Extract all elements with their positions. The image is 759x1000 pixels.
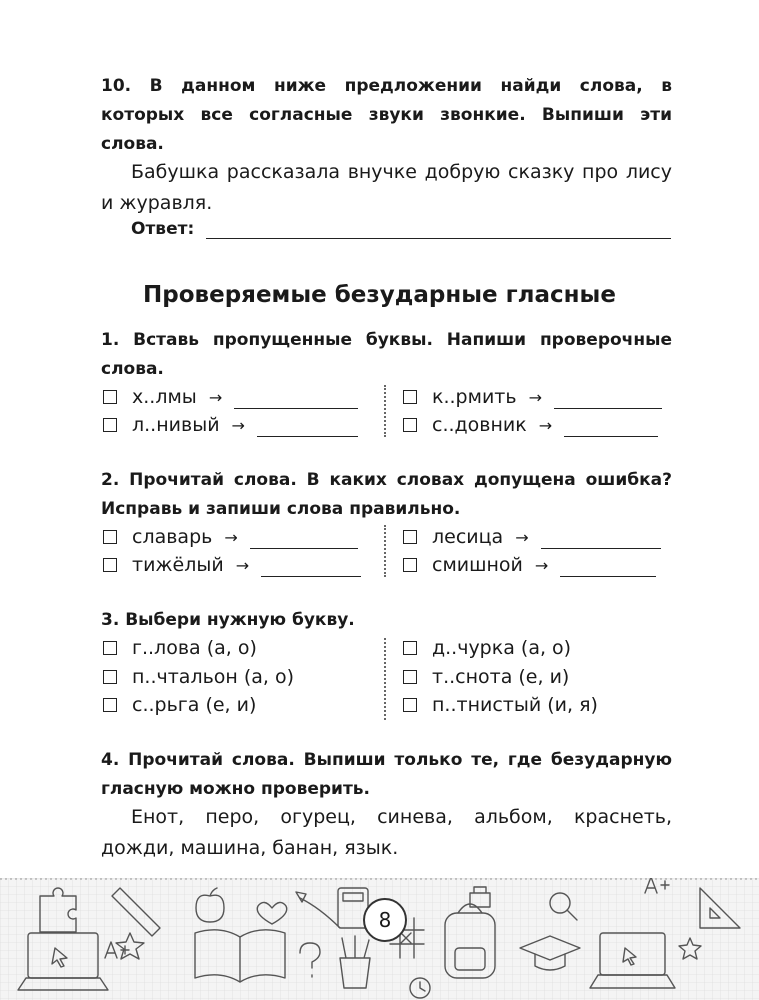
- ex4-words: Енот, перо, огурец, синева, альбом, краснеть, дожди, машина, банан, язык.: [101, 806, 672, 859]
- answer-line[interactable]: [206, 218, 671, 239]
- checkbox[interactable]: [103, 418, 117, 432]
- ex2-word: лесица: [432, 526, 504, 548]
- answer-row: [131, 218, 671, 239]
- ex1-word: х..лмы: [132, 386, 197, 408]
- checkbox[interactable]: [403, 670, 417, 684]
- arrow-icon: →: [528, 387, 542, 407]
- arrow-icon: →: [231, 415, 245, 435]
- ex3-right-item-2[interactable]: [403, 663, 569, 691]
- ex2-left-item-2[interactable]: [103, 551, 361, 579]
- checkbox[interactable]: [103, 390, 117, 404]
- checkbox[interactable]: [103, 558, 117, 572]
- answer-blank[interactable]: [250, 526, 358, 549]
- task-10-sentence: Бабушка рассказала внучке добрую сказку про лису и журавля.: [101, 161, 672, 214]
- ex4-prompt: 4. Прочитай слова. Выпиши только те, где безударную гласную можно проверить.: [101, 750, 672, 799]
- answer-blank[interactable]: [257, 414, 358, 437]
- ex3-word: п..тнистый (и, я): [432, 694, 598, 716]
- ex3-word: с..рьга (е, и): [132, 694, 257, 716]
- ex2-word: тижёлый: [132, 554, 224, 576]
- ex2-prompt: 2. Прочитай слова. В каких словах допущена ошибка? Исправь и запиши слова правильно.: [101, 470, 672, 519]
- ex2-right-item-2[interactable]: [403, 551, 656, 579]
- column-divider: [384, 385, 386, 437]
- answer-blank[interactable]: [541, 526, 661, 549]
- ex3-left-item-2[interactable]: [103, 663, 294, 691]
- ex2-right-item-1[interactable]: [403, 523, 661, 551]
- ex3-word: д..чурка (а, о): [432, 637, 572, 659]
- ex3-left-item-3[interactable]: [103, 691, 256, 719]
- ex3-right-item-3[interactable]: [403, 691, 598, 719]
- answer-label: Ответ:: [131, 219, 195, 239]
- answer-blank[interactable]: [564, 414, 658, 437]
- ex3-right-item-1[interactable]: [403, 634, 571, 662]
- column-divider: [384, 638, 386, 720]
- ex1-left-item-2[interactable]: [103, 411, 358, 439]
- ex3-word: п..чтальон (а, о): [132, 666, 295, 688]
- ex1-prompt: 1. Вставь пропущенные буквы. Напиши проверочные слова.: [101, 330, 672, 379]
- section-title: Проверяемые безударные гласные: [143, 282, 616, 308]
- answer-blank[interactable]: [261, 554, 361, 577]
- arrow-icon: →: [224, 527, 238, 547]
- ex3-left-item-1[interactable]: [103, 634, 257, 662]
- answer-blank[interactable]: [560, 554, 656, 577]
- ex3-word: т..снота (е, и): [432, 666, 570, 688]
- checkbox[interactable]: [103, 641, 117, 655]
- ex2-word: смишной: [432, 554, 523, 576]
- arrow-icon: →: [534, 555, 549, 575]
- checkbox[interactable]: [403, 418, 417, 432]
- ex2-left-item-1[interactable]: [103, 523, 358, 551]
- arrow-icon: →: [208, 387, 223, 407]
- ex1-word: л..нивый: [132, 414, 220, 436]
- ex3-word: г..лова (а, о): [132, 637, 257, 659]
- ex1-word: к..рмить: [432, 386, 517, 408]
- checkbox[interactable]: [403, 390, 417, 404]
- checkbox[interactable]: [103, 530, 117, 544]
- checkbox[interactable]: [403, 698, 417, 712]
- ex1-word: с..довник: [432, 414, 527, 436]
- arrow-icon: →: [538, 415, 553, 435]
- checkbox[interactable]: [403, 558, 417, 572]
- checkbox[interactable]: [403, 641, 417, 655]
- arrow-icon: →: [515, 527, 529, 547]
- answer-blank[interactable]: [234, 386, 358, 409]
- ex1-right-item-1[interactable]: [403, 383, 662, 411]
- ex3-prompt: 3. Выбери нужную букву.: [101, 610, 355, 630]
- task-10-prompt: 10. В данном ниже предложении найди слова, в которых все согласные звуки звонкие. Выпиши эти слова.: [101, 76, 672, 154]
- arrow-icon: →: [235, 555, 250, 575]
- page-number: 8: [363, 898, 407, 942]
- checkbox[interactable]: [103, 670, 117, 684]
- checkbox[interactable]: [103, 698, 117, 712]
- checkbox[interactable]: [403, 530, 417, 544]
- column-divider: [384, 525, 386, 577]
- ex1-left-item-1[interactable]: [103, 383, 358, 411]
- answer-blank[interactable]: [554, 386, 662, 409]
- ex1-right-item-2[interactable]: [403, 411, 658, 439]
- ex2-word: славарь: [132, 526, 213, 548]
